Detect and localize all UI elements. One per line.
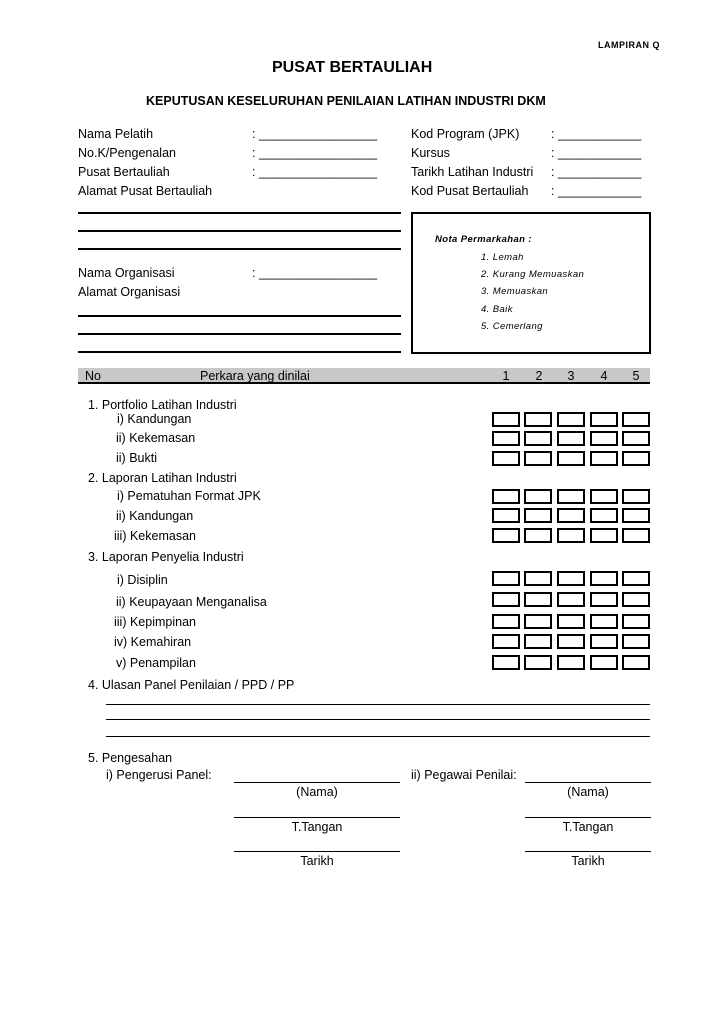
field-value-nama-pelatih[interactable]: : _________________ bbox=[252, 127, 378, 141]
score-checkbox[interactable] bbox=[492, 508, 520, 523]
score-checkbox[interactable] bbox=[557, 489, 585, 504]
criteria-label: ii) Keupayaan Menganalisa bbox=[116, 595, 267, 609]
score-checkbox[interactable] bbox=[622, 412, 650, 427]
criteria-label: iii) Kepimpinan bbox=[114, 615, 196, 629]
score-checkbox[interactable] bbox=[590, 571, 618, 586]
section-title: 4. Ulasan Panel Penilaian / PPD / PP bbox=[88, 678, 295, 692]
header-no: No bbox=[85, 369, 101, 383]
field-value-no-kp[interactable]: : _________________ bbox=[252, 146, 378, 160]
score-checkbox[interactable] bbox=[524, 614, 552, 629]
address-line[interactable] bbox=[78, 212, 401, 214]
score-checkbox[interactable] bbox=[590, 592, 618, 607]
score-checkbox[interactable] bbox=[622, 655, 650, 670]
score-checkbox[interactable] bbox=[622, 528, 650, 543]
score-checkbox[interactable] bbox=[524, 634, 552, 649]
field-label-kursus: Kursus bbox=[411, 146, 450, 160]
org-address-line[interactable] bbox=[78, 351, 401, 353]
field-value-kursus[interactable]: : ____________ bbox=[551, 146, 642, 160]
section-title: 5. Pengesahan bbox=[88, 751, 173, 765]
criteria-label: v) Penampilan bbox=[116, 656, 196, 670]
criteria-label: i) Pematuhan Format JPK bbox=[117, 489, 261, 503]
score-checkbox[interactable] bbox=[524, 592, 552, 607]
score-checkbox[interactable] bbox=[492, 571, 520, 586]
score-checkbox[interactable] bbox=[590, 489, 618, 504]
score-checkbox[interactable] bbox=[492, 489, 520, 504]
field-value-nama-organisasi[interactable]: : _________________ bbox=[252, 266, 378, 280]
score-checkbox[interactable] bbox=[590, 655, 618, 670]
signature-line[interactable] bbox=[525, 782, 651, 783]
score-checkbox[interactable] bbox=[524, 451, 552, 466]
field-value-pusat-bertauliah[interactable]: : _________________ bbox=[252, 165, 378, 179]
score-checkbox[interactable] bbox=[524, 431, 552, 446]
sign-nama-label: (Nama) bbox=[567, 785, 609, 799]
sign-nama-label: (Nama) bbox=[296, 785, 338, 799]
score-checkbox[interactable] bbox=[557, 614, 585, 629]
score-checkbox[interactable] bbox=[492, 614, 520, 629]
criteria-label: iv) Kemahiran bbox=[114, 635, 192, 649]
score-checkbox[interactable] bbox=[590, 508, 618, 523]
score-checkbox[interactable] bbox=[622, 571, 650, 586]
score-checkbox[interactable] bbox=[622, 592, 650, 607]
section-title: 1. Portfolio Latihan Industri bbox=[88, 398, 237, 412]
field-value-kod-program[interactable]: : ____________ bbox=[551, 127, 642, 141]
score-checkbox[interactable] bbox=[622, 489, 650, 504]
header-item: Perkara yang dinilai bbox=[200, 369, 310, 383]
header-score-3: 3 bbox=[567, 369, 575, 383]
sign-tarikh-label: Tarikh bbox=[300, 854, 334, 868]
header-score-5: 5 bbox=[632, 369, 640, 383]
score-checkbox[interactable] bbox=[492, 592, 520, 607]
org-address-line[interactable] bbox=[78, 315, 401, 317]
score-checkbox[interactable] bbox=[590, 412, 618, 427]
note-item: 1. Lemah bbox=[481, 252, 524, 263]
criteria-label: i) Disiplin bbox=[117, 573, 168, 587]
page-subtitle: KEPUTUSAN KESELURUHAN PENILAIAN LATIHAN INDUSTRI DKM bbox=[146, 94, 546, 108]
signature-line[interactable] bbox=[234, 851, 400, 852]
comment-line[interactable] bbox=[106, 719, 650, 720]
score-checkbox[interactable] bbox=[622, 614, 650, 629]
field-label-alamat-pusat: Alamat Pusat Bertauliah bbox=[78, 184, 213, 198]
signature-line[interactable] bbox=[234, 817, 400, 818]
score-checkbox[interactable] bbox=[622, 431, 650, 446]
field-label-tarikh-latihan: Tarikh Latihan Industri bbox=[411, 165, 534, 179]
score-checkbox[interactable] bbox=[557, 412, 585, 427]
header-score-4: 4 bbox=[600, 369, 608, 383]
field-value-tarikh-latihan[interactable]: : ____________ bbox=[551, 165, 642, 179]
field-label-pusat-bertauliah: Pusat Bertauliah bbox=[78, 165, 170, 179]
field-label-nama-organisasi: Nama Organisasi bbox=[78, 266, 175, 280]
field-label-no-kp: No.K/Pengenalan bbox=[78, 146, 176, 160]
score-checkbox[interactable] bbox=[492, 431, 520, 446]
panel-chair-label: i) Pengerusi Panel: bbox=[106, 768, 212, 782]
lampiran-label: LAMPIRAN Q bbox=[598, 40, 660, 50]
field-label-alamat-organisasi: Alamat Organisasi bbox=[78, 285, 181, 299]
score-checkbox[interactable] bbox=[492, 655, 520, 670]
note-item: 5. Cemerlang bbox=[481, 321, 543, 332]
scoring-note-box bbox=[411, 212, 651, 354]
note-item: 3. Memuaskan bbox=[481, 286, 549, 297]
score-checkbox[interactable] bbox=[622, 451, 650, 466]
header-score-2: 2 bbox=[535, 369, 543, 383]
section-title: 3. Laporan Penyelia Industri bbox=[88, 550, 244, 564]
score-checkbox[interactable] bbox=[590, 451, 618, 466]
score-checkbox[interactable] bbox=[622, 634, 650, 649]
score-checkbox[interactable] bbox=[492, 528, 520, 543]
score-checkbox[interactable] bbox=[492, 412, 520, 427]
criteria-label: ii) Kekemasan bbox=[116, 431, 196, 445]
score-checkbox[interactable] bbox=[557, 634, 585, 649]
score-checkbox[interactable] bbox=[557, 655, 585, 670]
score-checkbox[interactable] bbox=[557, 528, 585, 543]
signature-line[interactable] bbox=[234, 782, 400, 783]
score-checkbox[interactable] bbox=[557, 431, 585, 446]
assessor-label: ii) Pegawai Penilai: bbox=[411, 768, 517, 782]
score-checkbox[interactable] bbox=[524, 528, 552, 543]
header-score-1: 1 bbox=[502, 369, 510, 383]
criteria-label: ii) Bukti bbox=[116, 451, 157, 465]
criteria-label: i) Kandungan bbox=[117, 412, 192, 426]
score-checkbox[interactable] bbox=[524, 655, 552, 670]
comment-line[interactable] bbox=[106, 704, 650, 705]
score-checkbox[interactable] bbox=[590, 614, 618, 629]
signature-line[interactable] bbox=[525, 817, 651, 818]
field-label-kod-program: Kod Program (JPK) bbox=[411, 127, 520, 141]
score-checkbox[interactable] bbox=[557, 451, 585, 466]
score-checkbox[interactable] bbox=[492, 634, 520, 649]
score-checkbox[interactable] bbox=[590, 431, 618, 446]
score-checkbox[interactable] bbox=[557, 508, 585, 523]
score-checkbox[interactable] bbox=[524, 571, 552, 586]
org-address-line[interactable] bbox=[78, 333, 401, 335]
sign-tangan-label: T.Tangan bbox=[562, 820, 614, 834]
sign-tangan-label: T.Tangan bbox=[291, 820, 343, 834]
score-checkbox[interactable] bbox=[622, 508, 650, 523]
page-title: PUSAT BERTAULIAH bbox=[272, 59, 433, 76]
note-title: Nota Permarkahan : bbox=[435, 234, 532, 245]
field-value-kod-pusat[interactable]: : ____________ bbox=[551, 184, 642, 198]
note-item: 4. Baik bbox=[481, 304, 513, 315]
score-checkbox[interactable] bbox=[590, 634, 618, 649]
section-title: 2. Laporan Latihan Industri bbox=[88, 471, 237, 485]
field-label-nama-pelatih: Nama Pelatih bbox=[78, 127, 154, 141]
criteria-label: ii) Kandungan bbox=[116, 509, 194, 523]
signature-line[interactable] bbox=[525, 851, 651, 852]
score-checkbox[interactable] bbox=[524, 508, 552, 523]
score-checkbox[interactable] bbox=[492, 451, 520, 466]
score-checkbox[interactable] bbox=[524, 412, 552, 427]
address-line[interactable] bbox=[78, 230, 401, 232]
comment-line[interactable] bbox=[106, 736, 650, 737]
score-checkbox[interactable] bbox=[557, 571, 585, 586]
score-checkbox[interactable] bbox=[524, 489, 552, 504]
criteria-label: iii) Kekemasan bbox=[114, 529, 196, 543]
field-label-kod-pusat: Kod Pusat Bertauliah bbox=[411, 184, 529, 198]
address-line[interactable] bbox=[78, 248, 401, 250]
score-checkbox[interactable] bbox=[590, 528, 618, 543]
score-checkbox[interactable] bbox=[557, 592, 585, 607]
sign-tarikh-label: Tarikh bbox=[571, 854, 605, 868]
note-item: 2. Kurang Memuaskan bbox=[481, 269, 585, 280]
